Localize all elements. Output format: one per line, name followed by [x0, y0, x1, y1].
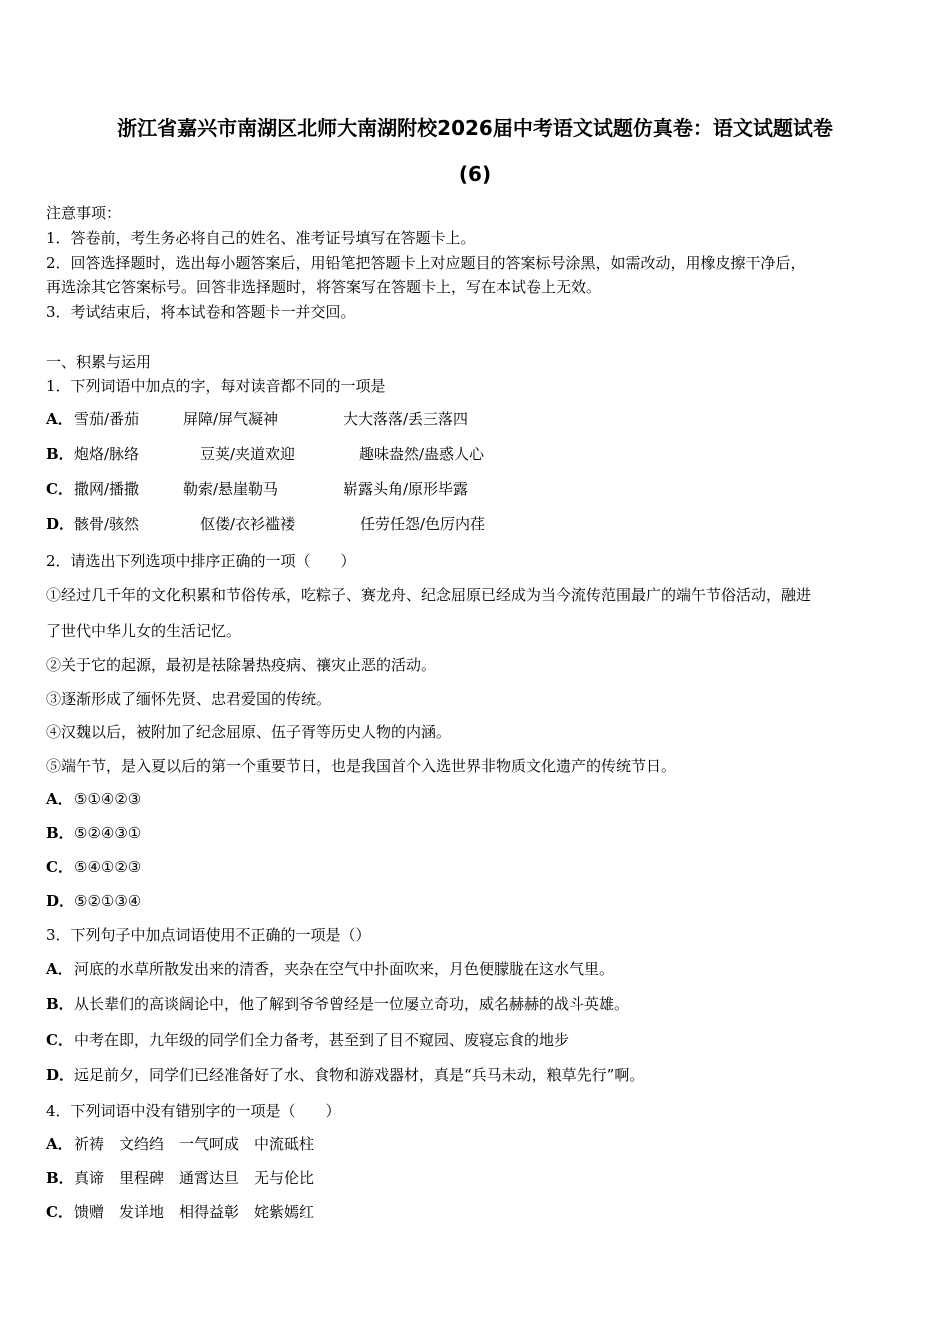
- option-choice: 崭露头角/原形毕露: [343, 480, 469, 498]
- option-text: 馈赠 发详地 相得益彰 姹紫嫣红: [74, 1203, 315, 1221]
- q2-sentence-5: ⑤端午节，是入夏以后的第一个重要节日，也是我国首个入选世界非物质文化遗产的传统节日。: [46, 757, 677, 775]
- question-3-stem: 3．下列句子中加点词语使用不正确的一项是（）: [46, 926, 371, 944]
- option-label: C．: [46, 480, 73, 498]
- option-text: ⑤②①③④: [74, 892, 142, 910]
- option-choice: 伛偻/衣衫褴褛: [200, 515, 296, 533]
- q2-option-c: [46, 857, 141, 877]
- option-label: B．: [46, 1169, 74, 1187]
- option-label: C．: [46, 858, 73, 876]
- question-4-stem: 4．下列词语中没有错别字的一项是（ ）: [46, 1102, 341, 1120]
- option-text: 远足前夕，同学们已经准备好了水、食物和游戏器材，真是“兵马未动，粮草先行”啊。: [74, 1066, 645, 1084]
- question-2-stem: 2．请选出下列选项中排序正确的一项（ ）: [46, 552, 356, 570]
- q2-sentence-3: ③逐渐形成了缅怀先贤、忠君爱国的传统。: [46, 690, 332, 708]
- q4-option-a: [46, 1134, 314, 1154]
- option-label: B．: [46, 445, 74, 463]
- option-text: 从长辈们的高谈阔论中，他了解到爷爷曾经是一位屡立奇功，威名赫赫的战斗英雄。: [74, 995, 630, 1013]
- section-heading: 一、积累与运用: [46, 353, 152, 371]
- option-label: A．: [46, 1135, 73, 1153]
- q4-option-c: [46, 1202, 314, 1222]
- notice-item: 再选涂其它答案标号。回答非选择题时，将答案写在答题卡上，写在本试卷上无效。: [46, 278, 602, 296]
- q2-option-b: [46, 823, 141, 843]
- q4-option-b: [46, 1168, 314, 1188]
- q2-sentence-2: ②关于它的起源，最初是祛除暑热疫病、禳灾止恶的活动。: [46, 656, 437, 674]
- option-text: ⑤②④③①: [74, 824, 142, 842]
- page-title: 浙江省嘉兴市南湖区北师大南湖附校2026届中考语文试题仿真卷：语文试题试卷: [117, 116, 833, 140]
- option-label: B．: [46, 995, 74, 1013]
- q3-option-a: [46, 959, 614, 979]
- option-text: ⑤①④②③: [74, 790, 142, 808]
- q1-option-d: [46, 514, 139, 534]
- option-label: D．: [46, 1066, 75, 1084]
- option-label: A．: [46, 790, 73, 808]
- option-choice: 勒索/悬崖勒马: [183, 480, 279, 498]
- option-choice: 骸骨/骇然: [74, 515, 140, 533]
- notice-item: 2．回答选择题时，选出每小题答案后，用铅笔把答题卡上对应题目的答案标号涂黑，如需改动，用橡皮擦干净后，: [46, 254, 806, 272]
- q3-option-c: [46, 1030, 569, 1050]
- q3-option-d: [46, 1065, 644, 1085]
- option-choice: 大大落落/丢三落四: [343, 410, 469, 428]
- option-text: 真谛 里程碑 通霄达旦 无与伦比: [74, 1169, 315, 1187]
- question-1-stem: 1．下列词语中加点的字，每对读音都不同的一项是: [46, 377, 386, 395]
- option-text: ⑤④①②③: [74, 858, 142, 876]
- option-label: B．: [46, 824, 74, 842]
- option-choice: 撒网/播撒: [74, 480, 140, 498]
- option-label: D．: [46, 515, 75, 533]
- q1-option-b: [46, 444, 139, 464]
- option-choice: 豆荚/夹道欢迎: [200, 445, 296, 463]
- option-text: 中考在即，九年级的同学们全力备考，甚至到了目不窥园、废寝忘食的地步: [74, 1031, 570, 1049]
- page-title-suffix: (6): [458, 162, 492, 186]
- option-label: D．: [46, 892, 75, 910]
- option-choice: 雪茄/番茄: [74, 410, 140, 428]
- option-choice: 趣味盎然/蛊惑人心: [359, 445, 485, 463]
- option-label: A．: [46, 410, 73, 428]
- q1-option-c: [46, 479, 139, 499]
- q3-option-b: [46, 994, 629, 1014]
- option-choice: 屏障/屏气凝神: [183, 410, 279, 428]
- q2-sentence-1: ①经过几千年的文化积累和节俗传承，吃粽子、赛龙舟、纪念屈原已经成为当今流传范围最广的端午节俗活动，融进: [46, 586, 812, 604]
- notice-item: 3．考试结束后，将本试卷和答题卡一并交回。: [46, 303, 356, 321]
- option-choice: 炮烙/脉络: [74, 445, 140, 463]
- notice-heading: 注意事项：: [46, 204, 122, 222]
- option-text: 河底的水草所散发出来的清香，夹杂在空气中扑面吹来，月色便朦胧在这水气里。: [74, 960, 615, 978]
- q2-option-d: [46, 891, 141, 911]
- q2-option-a: [46, 789, 141, 809]
- option-label: C．: [46, 1203, 73, 1221]
- option-label: A．: [46, 960, 73, 978]
- notice-item: 1．答卷前，考生务必将自己的姓名、准考证号填写在答题卡上。: [46, 229, 476, 247]
- q2-sentence-1-cont: 了世代中华儿女的生活记忆。: [46, 622, 242, 640]
- option-choice: 任劳任怨/色厉内荏: [360, 515, 486, 533]
- q2-sentence-4: ④汉魏以后，被附加了纪念屈原、伍子胥等历史人物的内涵。: [46, 723, 452, 741]
- q1-option-a: [46, 409, 139, 429]
- option-text: 祈祷 文绉绉 一气呵成 中流砥柱: [74, 1135, 315, 1153]
- option-label: C．: [46, 1031, 73, 1049]
